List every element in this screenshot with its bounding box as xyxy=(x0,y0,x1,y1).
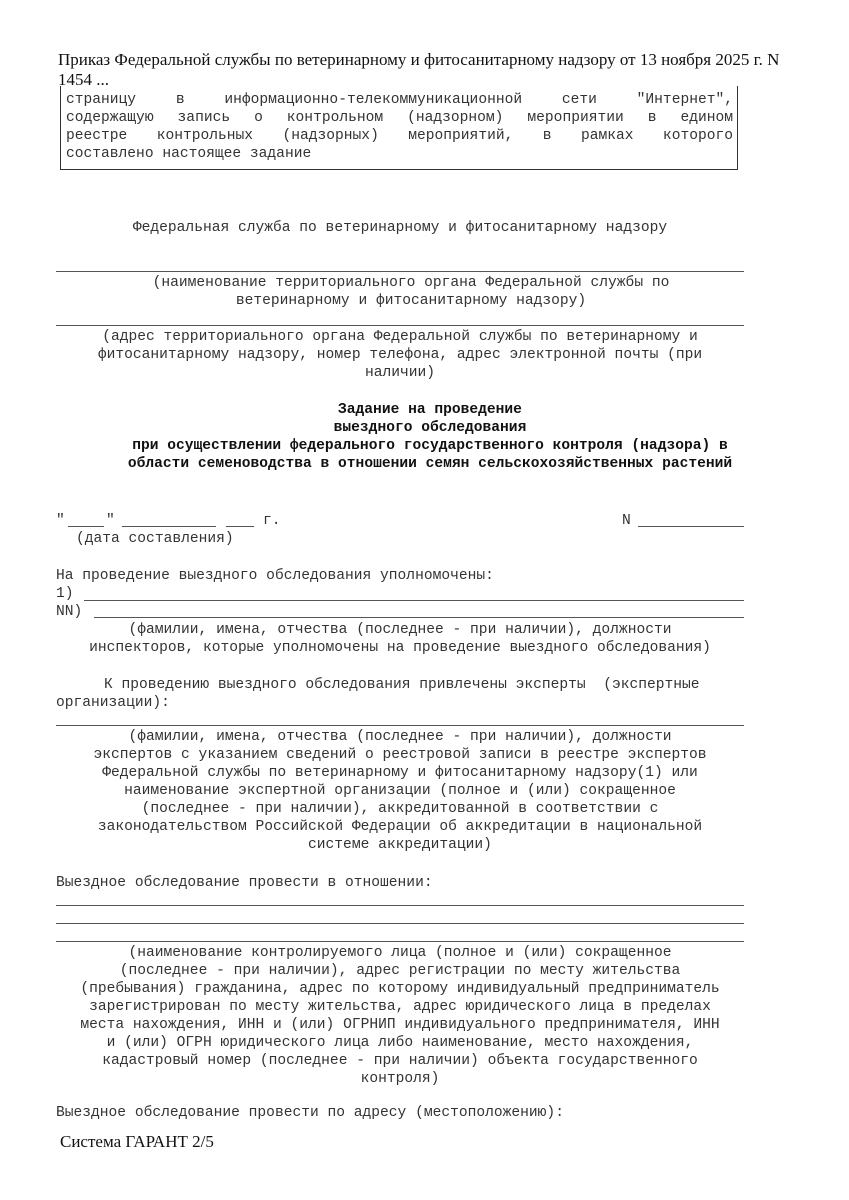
date-year-suffix: г. xyxy=(263,513,281,529)
inspector-item-n: NN) xyxy=(56,604,83,620)
date-month-field[interactable] xyxy=(122,526,216,527)
reference-box xyxy=(60,86,738,170)
inspectors-caption: (фамилии, имена, отчества (последнее - при наличии), должности инспекторов, которые уполномочены на проведение выездного обследования) xyxy=(89,622,711,656)
organ-address-line xyxy=(56,325,744,326)
inspectors-intro: На проведение выездного обследования уполномочены: xyxy=(56,568,494,584)
document-header: Приказ Федеральной службы по ветеринарному и фитосанитарному надзору от 13 ноября 2025 г. N 1454 ... xyxy=(58,50,780,89)
document-number-field[interactable] xyxy=(638,526,744,527)
territorial-organ-line xyxy=(56,271,744,272)
date-quote-close: " xyxy=(106,513,115,529)
experts-caption: (фамилии, имена, отчества (последнее - при наличии), должности экспертов с указанием сведений о реестровой записи в реестре экспертов Федеральной службы по ветеринарному и фитосанитарному надзору(1) или наименование экспертной организации (полное и (или) сокращенное (последнее - при наличии), аккредитованной в соответствии с законодательством Российской Федерации об аккредитации в национальной системе аккредитации) xyxy=(93,729,707,853)
date-quote-open: " xyxy=(56,513,65,529)
subject-intro: Выездное обследование провести в отношении: xyxy=(56,875,433,891)
address-intro: Выездное обследование провести по адресу (местоположению): xyxy=(56,1105,564,1121)
task-title: Задание на проведение выездного обследования при осуществлении федерального государственного контроля (надзора) в области семеноводства в отношении семян сельскохозяйственных растений xyxy=(127,402,733,472)
footer-system: Система ГАРАНТ xyxy=(60,1132,188,1151)
box-line: реестре контрольных (надзорных) мероприятий, в рамках которого xyxy=(66,128,733,144)
experts-intro-1: К проведению выездного обследования привлечены эксперты (экспертные xyxy=(104,677,700,693)
experts-field[interactable] xyxy=(56,725,744,726)
address-caption: (адрес территориального органа Федеральной службы по ветеринарному и фитосанитарному надзору, номер телефона, адрес электронной почты (при наличии) xyxy=(97,329,703,381)
date-day-field[interactable] xyxy=(68,526,104,527)
inspector-item-1: 1) xyxy=(56,586,74,602)
date-caption: (дата составления) xyxy=(76,531,234,547)
box-line: содержащую запись о контрольном (надзорном) мероприятии в едином xyxy=(66,110,733,126)
subject-caption: (наименование контролируемого лица (полное и (или) сокращенное (последнее - при наличии), адрес регистрации по месту жительства (пребывания) гражданина, адрес по которому индивидуальный предприниматель зарегистрирован по месту жительства, адрес юридического лица в пределах места нахождения, ИНН и (или) ОГРНИП индивидуального предпринимателя, ИНН и (или) ОГРН юридического лица либо наименование, место нахождения, кадастровый номер (последнее - при наличии) объекта государственного контроля) xyxy=(80,945,720,1087)
number-label: N xyxy=(622,513,631,529)
footer xyxy=(60,1132,214,1152)
subject-field-2[interactable] xyxy=(56,923,744,924)
inspector-n-field[interactable] xyxy=(94,617,744,618)
subject-field-3[interactable] xyxy=(56,941,744,942)
box-line: составлено настоящее задание xyxy=(66,146,312,162)
experts-intro-2: организации): xyxy=(56,695,170,711)
subject-field-1[interactable] xyxy=(56,905,744,906)
territorial-caption: (наименование территориального органа Федеральной службы по ветеринарному и фитосанитарному надзору) xyxy=(152,275,670,309)
service-name: Федеральная служба по ветеринарному и фитосанитарному надзору xyxy=(132,220,668,236)
inspector-1-field[interactable] xyxy=(84,600,744,601)
footer-page: 2/5 xyxy=(192,1132,214,1151)
box-line: страницу в информационно-телекоммуникационной сети "Интернет", xyxy=(66,92,733,108)
date-year-field[interactable] xyxy=(226,526,254,527)
